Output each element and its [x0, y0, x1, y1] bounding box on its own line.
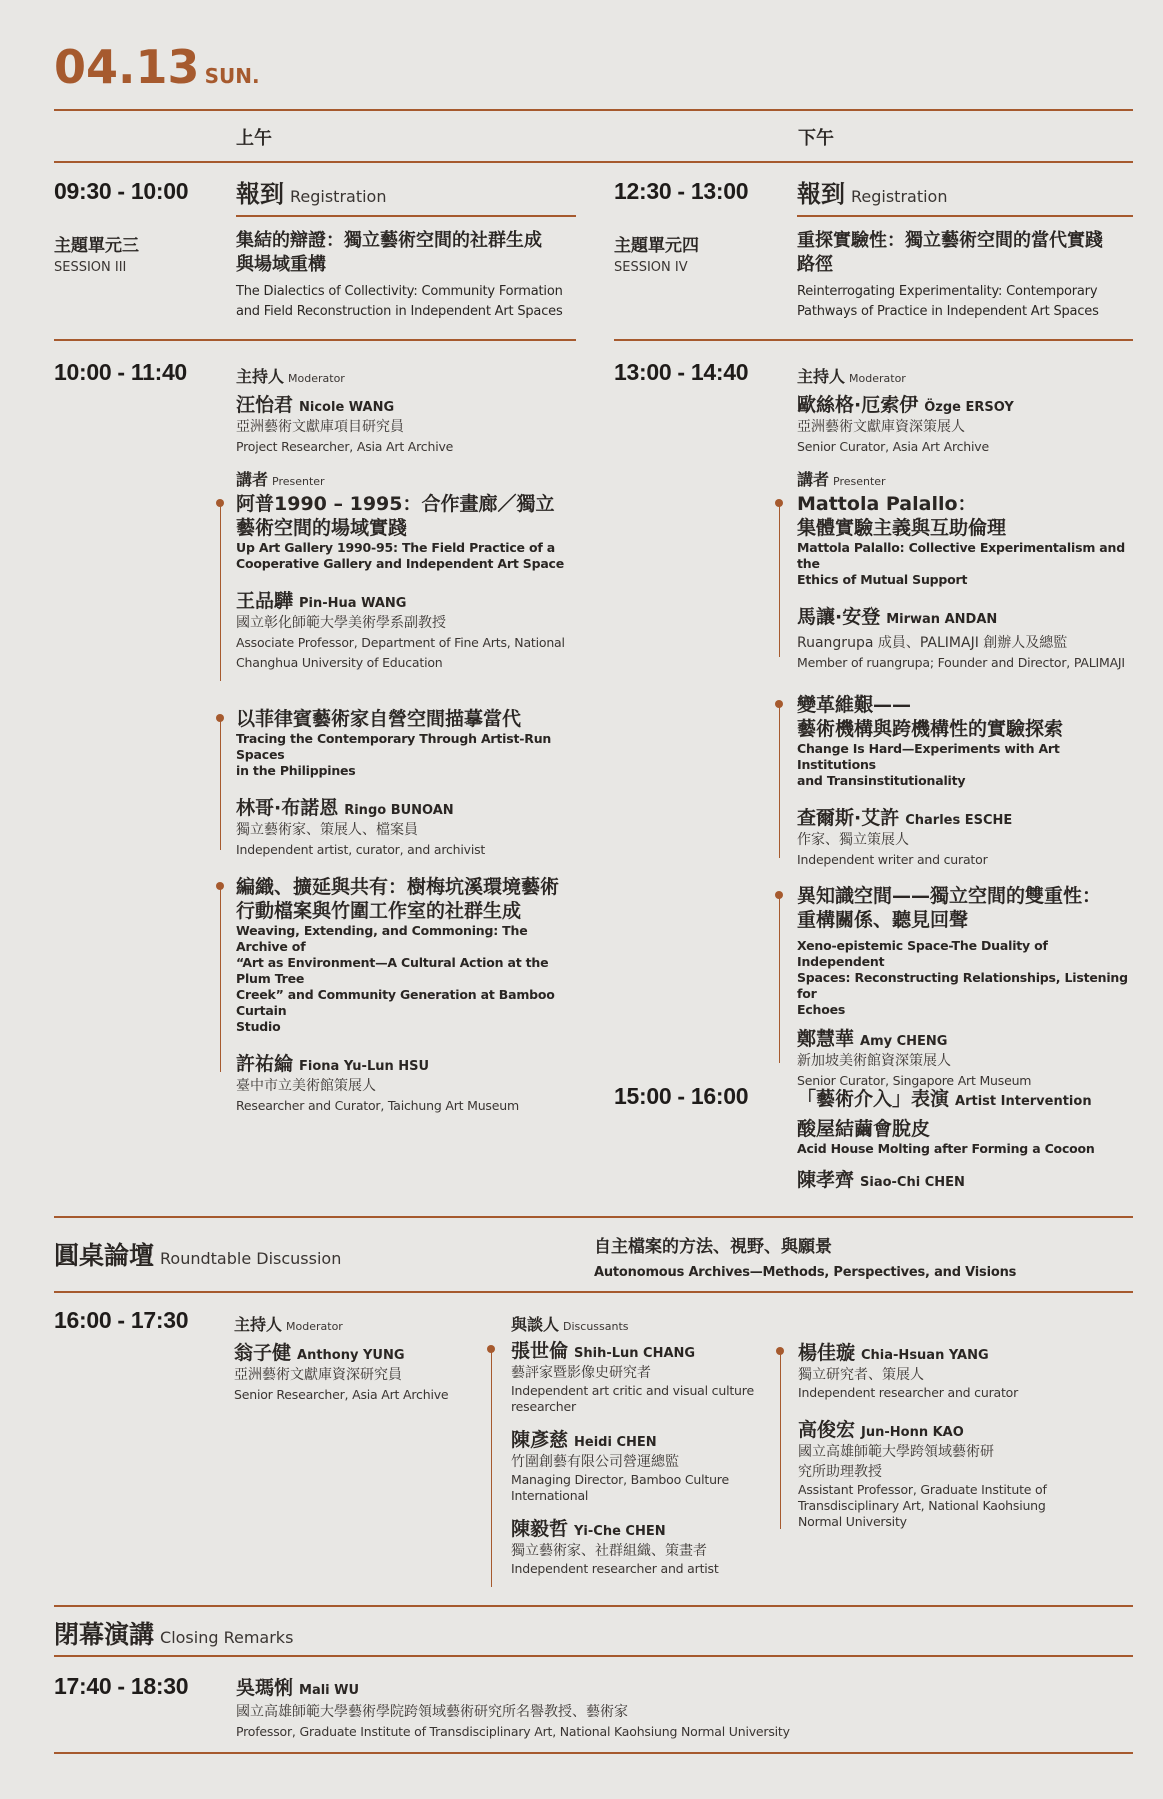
talk-title-zh-line: 集體實驗主義與互助倫理: [797, 517, 1007, 539]
am-session-title-zh-line: 與場域重構: [236, 254, 326, 275]
talk-title-en-line: Studio: [236, 1019, 281, 1034]
discussant-name-en: Heidi CHEN: [574, 1435, 657, 1450]
am-session-zh: 主題單元三: [54, 236, 139, 256]
pm-session-title-zh-line: 重探實驗性：獨立藝術空間的當代實踐: [797, 230, 1103, 251]
roundtable-time: 16:00 - 17:30: [54, 1307, 189, 1333]
intervention-label-en: Artist Intervention: [955, 1094, 1092, 1109]
moderator-name-en: Nicole WANG: [299, 400, 395, 415]
presenter-name-en: Mirwan ANDAN: [886, 612, 998, 627]
talk-line: [220, 888, 222, 1072]
talk-title-zh-line: Mattola Palallo：: [797, 493, 977, 515]
presenter-affiliation-en: Associate Professor, Department of Fine Arts, National: [236, 635, 565, 650]
discussant-affiliation-en: Assistant Professor, Graduate Institute of: [798, 1482, 1047, 1497]
pm-registration: [797, 174, 947, 209]
presenter-name-en: Pin-Hua WANG: [299, 596, 407, 611]
moderator-name-en: Anthony YUNG: [297, 1348, 405, 1363]
presenter-affiliation-zh: 新加坡美術館資深策展人: [797, 1053, 951, 1069]
pm-talk-3: [797, 884, 1133, 1091]
talk-title-en-line: in the Philippines: [236, 763, 356, 778]
talk-line: [779, 897, 781, 1063]
am-registration-time: 09:30 - 10:00: [54, 178, 189, 204]
am-session-rule: [54, 339, 576, 341]
closing-heading: [54, 1615, 293, 1651]
intervention-label-zh: 「藝術介入」表演: [797, 1088, 950, 1110]
moderator-name-zh: 歐絲格·厄索伊: [797, 394, 919, 416]
discussant-name-zh: 楊佳璇: [798, 1342, 856, 1364]
discussant-affiliation-zh: 獨立研究者、策展人: [798, 1367, 924, 1383]
pm-session-title: [797, 229, 1133, 322]
roundtable-topic: [594, 1232, 1016, 1281]
moderator-name-zh: 汪怡君: [236, 394, 294, 416]
talk-title-zh-line: 阿普1990 – 1995：合作畫廊／獨立: [236, 493, 555, 515]
am-registration: [236, 174, 386, 209]
talk-title-zh-line: 藝術機構與跨機構性的實驗探索: [797, 718, 1064, 740]
presenter-affiliation-en: Changhua University of Education: [236, 655, 443, 670]
discussant-affiliation-en: Independent researcher and curator: [798, 1385, 1019, 1400]
closing-speaker: [236, 1673, 1116, 1742]
roundtable-top-rule: [54, 1216, 1133, 1218]
presenter-affiliation-zh: Ruangrupa 成員、PALIMAJI 創辦人及總監: [797, 635, 1068, 651]
pm-session-rule: [614, 339, 1133, 341]
pm-presenter-role: [797, 467, 886, 490]
moderator-affiliation-en: Senior Curator, Asia Art Archive: [797, 439, 989, 454]
moderator-role: 主持人: [234, 1315, 283, 1334]
moderator-affiliation-zh: 亞洲藝術文獻庫項目研究員: [236, 419, 404, 435]
discussant-name-zh: 陳彥慈: [511, 1429, 569, 1451]
moderator-affiliation-en: Senior Researcher, Asia Art Archive: [234, 1387, 449, 1402]
talk-title-zh-line: 編織、擴延與共有：樹梅坑溪環境藝術: [236, 876, 560, 898]
discussant-affiliation-zh: 竹圍創藝有限公司營運總監: [511, 1454, 679, 1470]
discussant-affiliation-zh: 究所助理教授: [798, 1464, 882, 1480]
presenter-name-en: Charles ESCHE: [905, 813, 1013, 828]
roundtable-title-en: Roundtable Discussion: [160, 1249, 342, 1268]
discussant-affiliation-en: International: [511, 1488, 589, 1503]
presenter-role: 講者: [797, 470, 830, 489]
moderator-role-en: Moderator: [286, 1320, 343, 1333]
intervention-artist-zh: 陳孝齊: [797, 1169, 855, 1191]
discussant-affiliation-en: Independent researcher and artist: [511, 1561, 719, 1576]
talk-title-en-line: Change Is Hard—Experiments with Art Institutions: [797, 741, 1060, 772]
talk-title-en-line: Spaces: Reconstructing Relationships, Listening for: [797, 970, 1128, 1001]
moderator-role: 主持人: [797, 367, 846, 386]
presenter-name-zh: 許祐綸: [236, 1053, 294, 1075]
talk-line: [779, 505, 781, 657]
discussant-name-en: Shih-Lun CHANG: [574, 1346, 696, 1361]
pm-session-zh: 主題單元四: [614, 236, 699, 256]
header-rule: [54, 109, 1133, 111]
discussant-role-label: [511, 1312, 629, 1335]
presenter-affiliation-zh: 臺中市立美術館策展人: [236, 1078, 376, 1094]
am-session-title-zh-line: 集結的辯證：獨立藝術空間的社群生成: [236, 230, 542, 251]
moderator-role: 主持人: [236, 367, 285, 386]
presenter-name-zh: 鄭慧華: [797, 1028, 855, 1050]
talk-line: [220, 505, 222, 681]
closing-time: 17:40 - 18:30: [54, 1673, 189, 1699]
talk-title-en-line: Cooperative Gallery and Independent Art Space: [236, 556, 565, 571]
talk-title-en-line: Ethics of Mutual Support: [797, 572, 968, 587]
discussant-name-zh: 陳毅哲: [511, 1518, 569, 1540]
roundtable-bottom-rule: [54, 1291, 1133, 1293]
closing-speaker-affiliation-zh: 國立高雄師範大學藝術學院跨領域藝術研究所名譽教授、藝術家: [236, 1704, 628, 1720]
talk-title-en-line: and Transinstitutionality: [797, 773, 966, 788]
intervention-work-en: Acid House Molting after Forming a Cocoon: [797, 1141, 1095, 1156]
closing-title-zh: 閉幕演講: [54, 1620, 155, 1649]
am-registration-zh: 報到: [236, 180, 284, 208]
pm-talk-1: [797, 492, 1133, 673]
am-session-label: [54, 231, 139, 275]
discussant-affiliation-en: Independent art critic and visual culture: [511, 1383, 754, 1398]
talk-title-en-line: Tracing the Contemporary Through Artist-Run Spaces: [236, 731, 552, 762]
presenter-name-zh: 王品驊: [236, 590, 294, 612]
discussant-name-zh: 高俊宏: [798, 1419, 856, 1441]
am-presenter-role: [236, 467, 325, 490]
closing-speaker-name-zh: 吳瑪悧: [236, 1677, 294, 1699]
discussant-role: 與談人: [511, 1315, 560, 1334]
moderator-role-en: Moderator: [288, 372, 345, 385]
pm-registration-time: 12:30 - 13:00: [614, 178, 749, 204]
pm-session-title-zh-line: 路徑: [797, 254, 833, 275]
closing-bottom-rule: [54, 1655, 1133, 1657]
roundtable-moderator: [234, 1312, 448, 1405]
presenter-affiliation-en: Member of ruangrupa; Founder and Director, PALIMAJI: [797, 655, 1125, 670]
closing-speaker-affiliation-en: Professor, Graduate Institute of Transdisciplinary Art, National Kaohsiung Normal University: [236, 1724, 790, 1739]
date-weekday: SUN.: [204, 64, 260, 88]
presenter-name-zh: 林哥·布諾恩: [236, 797, 339, 819]
moderator-affiliation-zh: 亞洲藝術文獻庫資深策展人: [797, 419, 965, 435]
presenter-name-en: Fiona Yu-Lun HSU: [299, 1059, 430, 1074]
discussant-affiliation-en: Normal University: [798, 1514, 907, 1529]
discussant-role-en: Discussants: [563, 1320, 629, 1333]
talk-title-zh-line: 變革維艱——: [797, 694, 912, 716]
discussants-column-1: [511, 1336, 761, 1577]
presenter-name-en: Amy CHENG: [860, 1034, 948, 1049]
pm-session-title-en-line: Reinterrogating Experimentality: Contemporary: [797, 284, 1098, 299]
presenter-name-zh: 馬讓·安登: [797, 606, 881, 628]
intervention-time: 15:00 - 16:00: [614, 1083, 749, 1109]
talk-line: [220, 720, 222, 850]
closing-top-rule: [54, 1605, 1133, 1607]
discussant-affiliation-en: Transdisciplinary Art, National Kaohsiung: [798, 1498, 1046, 1513]
presenter-affiliation-en: Independent writer and curator: [797, 852, 988, 867]
talk-title-zh-line: 異知識空間——獨立空間的雙重性：: [797, 885, 1102, 907]
talk-title-zh-line: 行動檔案與竹圍工作室的社群生成: [236, 900, 522, 922]
discussants-column-2: [798, 1338, 1098, 1530]
talk-title-zh-line: 重構關係、聽見回聲: [797, 909, 969, 931]
closing-speaker-name-en: Mali WU: [299, 1683, 360, 1698]
am-registration-rule: [236, 215, 576, 217]
discussant-affiliation-zh: 藝評家暨影像史研究者: [511, 1365, 651, 1381]
moderator-affiliation-zh: 亞洲藝術文獻庫資深研究員: [234, 1367, 402, 1383]
roundtable-heading: [54, 1236, 341, 1272]
moderator-name-zh: 翁子健: [234, 1342, 292, 1364]
pm-session-time: 13:00 - 14:40: [614, 359, 749, 385]
pm-registration-en: Registration: [851, 187, 948, 206]
am-column-heading: 上午: [236, 128, 272, 149]
talk-title-zh-line: 藝術空間的場域實踐: [236, 517, 408, 539]
moderator-name-en: Özge ERSOY: [924, 400, 1014, 415]
am-talk-3: [236, 875, 576, 1116]
am-talk-2: [236, 707, 576, 860]
talk-title-en-line: Weaving, Extending, and Commoning: The Archive of: [236, 923, 528, 954]
pm-session-label: [614, 231, 699, 275]
intervention-work-zh: 酸屋結繭會脫皮: [797, 1118, 931, 1140]
roundtable-topic-zh: 自主檔案的方法、視野、與願景: [594, 1237, 832, 1257]
pm-registration-rule: [797, 215, 1133, 217]
am-session-title-en-line: The Dialectics of Collectivity: Community Formation: [236, 284, 563, 299]
page-date: [54, 40, 260, 94]
talk-title-en-line: Mattola Palallo: Collective Experimentalism and the: [797, 540, 1125, 571]
presenter-affiliation-zh: 作家、獨立策展人: [797, 832, 909, 848]
discussant-line: [491, 1351, 493, 1587]
am-moderator: [236, 364, 453, 457]
discussant-name-en: Yi-Che CHEN: [574, 1524, 666, 1539]
am-session-time: 10:00 - 11:40: [54, 359, 187, 385]
discussant-affiliation-en: researcher: [511, 1399, 576, 1414]
intervention-artist-en: Siao-Chi CHEN: [860, 1175, 965, 1190]
discussant-name-en: Jun-Honn KAO: [861, 1425, 964, 1440]
talk-title-zh-line: 以菲律賓藝術家自營空間描摹當代: [236, 708, 522, 730]
am-session-title: [236, 229, 576, 322]
presenter-affiliation-en: Senior Curator, Singapore Art Museum: [797, 1073, 1032, 1088]
pm-moderator: [797, 364, 1014, 457]
moderator-affiliation-en: Project Researcher, Asia Art Archive: [236, 439, 454, 454]
closing-title-en: Closing Remarks: [160, 1628, 294, 1647]
talk-line: [779, 706, 781, 858]
roundtable-title-zh: 圓桌論壇: [54, 1241, 155, 1270]
roundtable-topic-en: Autonomous Archives—Methods, Perspectives, and Visions: [594, 1265, 1017, 1280]
pm-column-heading: 下午: [798, 128, 834, 149]
am-registration-en: Registration: [290, 187, 387, 206]
discussant-name-zh: 張世倫: [511, 1340, 569, 1362]
pm-session-en: SESSION IV: [614, 260, 688, 275]
column-heading-rule: [54, 161, 1133, 163]
date-number: 04.13: [54, 40, 200, 94]
artist-intervention: [797, 1084, 1133, 1192]
presenter-affiliation-zh: 獨立藝術家、策展人、檔案員: [236, 822, 418, 838]
presenter-role: 講者: [236, 470, 269, 489]
talk-title-en-line: “Art as Environment—A Cultural Action at the Plum Tree: [236, 955, 549, 986]
presenter-affiliation-en: Independent artist, curator, and archivist: [236, 842, 486, 857]
talk-title-en-line: Up Art Gallery 1990-95: The Field Practice of a: [236, 540, 555, 555]
footer-rule: [54, 1752, 1133, 1754]
presenter-role-en: Presenter: [833, 475, 886, 488]
talk-title-en-line: Xeno-epistemic Space-The Duality of Independent: [797, 938, 1048, 969]
talk-title-en-line: Creek” and Community Generation at Bamboo Curtain: [236, 987, 555, 1018]
presenter-affiliation-zh: 國立彰化師範大學美術學系副教授: [236, 615, 446, 631]
talk-title-en-line: Echoes: [797, 1002, 846, 1017]
discussant-name-en: Chia-Hsuan YANG: [861, 1348, 989, 1363]
am-session-en: SESSION III: [54, 260, 127, 275]
presenter-name-en: Ringo BUNOAN: [344, 803, 454, 818]
discussant-affiliation-zh: 獨立藝術家、社群組織、策畫者: [511, 1543, 707, 1559]
moderator-role-en: Moderator: [849, 372, 906, 385]
presenter-affiliation-en: Researcher and Curator, Taichung Art Museum: [236, 1098, 519, 1113]
discussant-line: [780, 1353, 782, 1529]
presenter-role-en: Presenter: [272, 475, 325, 488]
discussant-affiliation-en: Managing Director, Bamboo Culture: [511, 1472, 729, 1487]
presenter-name-zh: 查爾斯·艾許: [797, 807, 900, 829]
discussant-affiliation-zh: 國立高雄師範大學跨領域藝術研: [798, 1444, 994, 1460]
am-session-title-en-line: and Field Reconstruction in Independent Art Spaces: [236, 304, 563, 319]
pm-talk-2: [797, 693, 1133, 870]
am-talk-1: [236, 492, 576, 673]
pm-registration-zh: 報到: [797, 180, 845, 208]
pm-session-title-en-line: Pathways of Practice in Independent Art Spaces: [797, 304, 1099, 319]
